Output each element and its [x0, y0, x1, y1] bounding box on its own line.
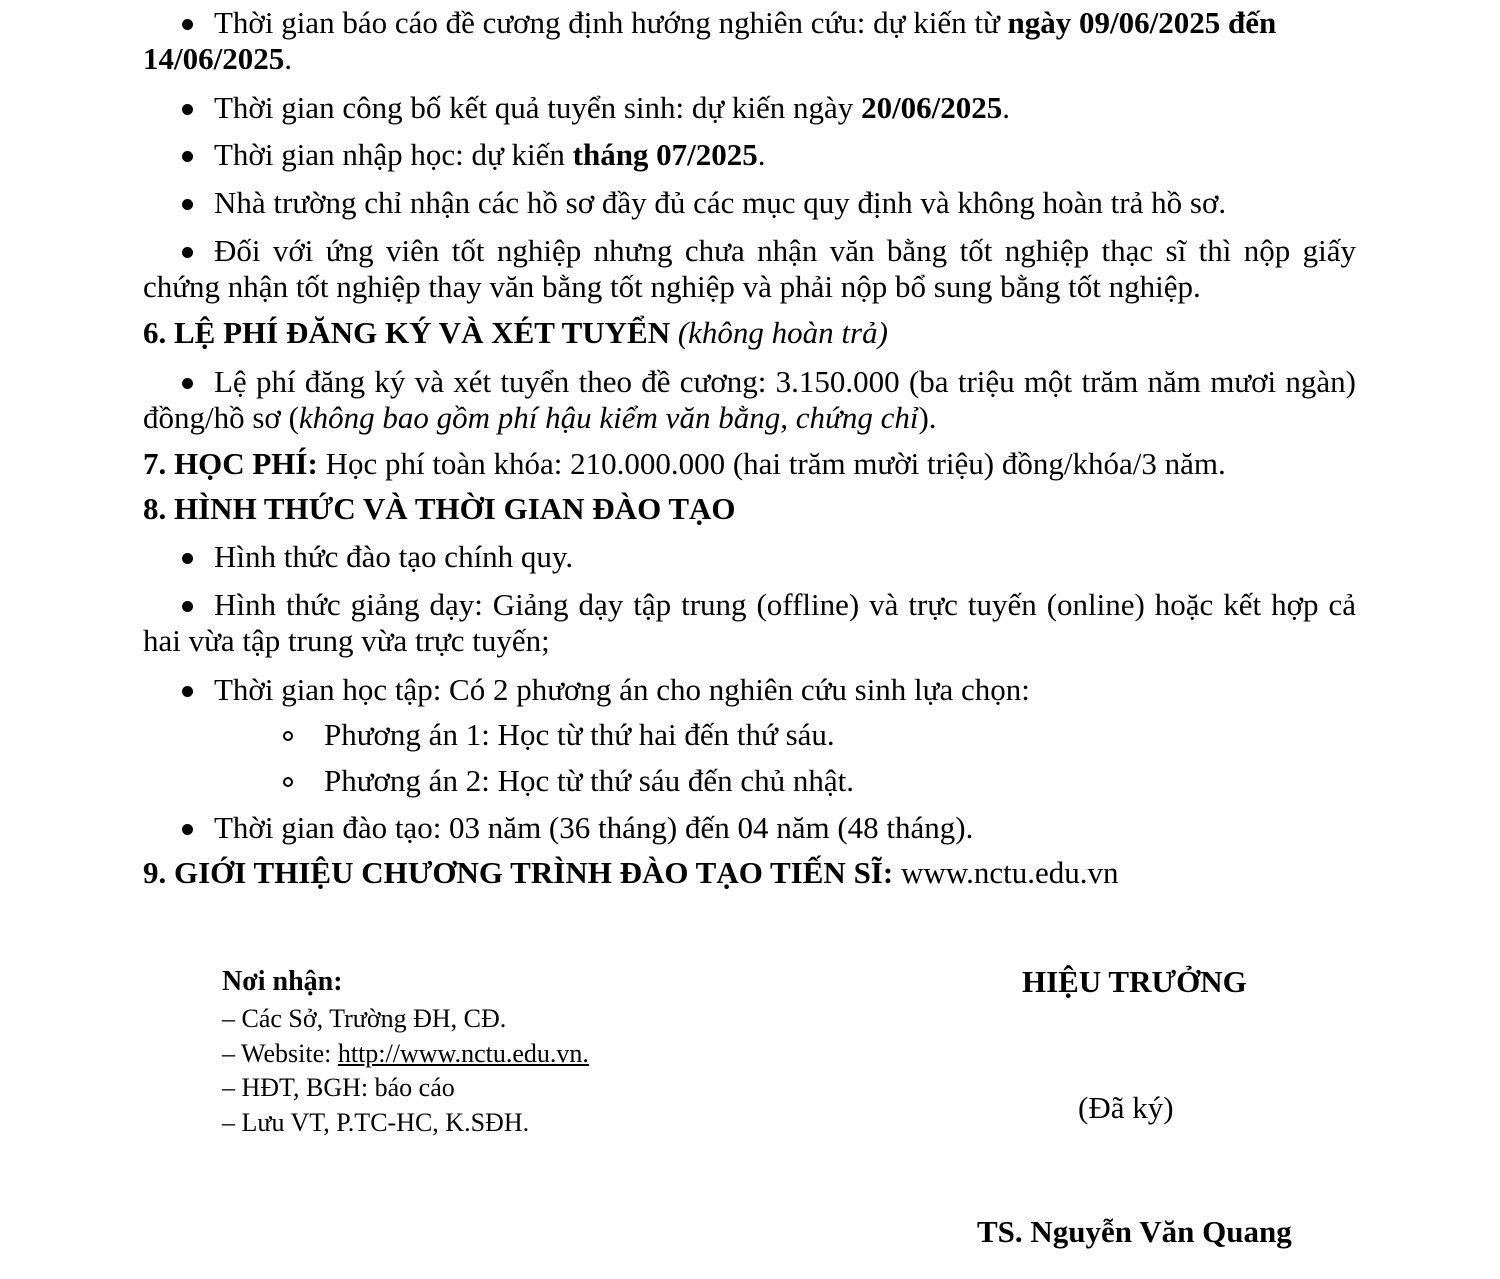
bullet-registration-fee: Lệ phí đăng ký và xét tuyển theo đề cương: 3.150.000 (ba triệu một trăm năm mươi ngàn) đồng/hồ sơ (không bao gồm phí hậu kiểm văn bằng, chứng chỉ).	[143, 364, 1356, 435]
section-9-program-intro: 9. GIỚI THIỆU CHƯƠNG TRÌNH ĐÀO TẠO TIẾN SĨ: www.nctu.edu.vn	[143, 855, 1119, 890]
signed-note: (Đã ký)	[1078, 1090, 1174, 1125]
bullet-graduation-certificate: Đối với ứng viên tốt nghiệp nhưng chưa nhận văn bằng tốt nghiệp thạc sĩ thì nộp giấy chứng nhận tốt nghiệp thay văn bằng tốt nghiệp và phải nộp bổ sung bằng tốt nghiệp.	[143, 233, 1356, 304]
section-8-heading: 8. HÌNH THỨC VÀ THỜI GIAN ĐÀO TẠO	[143, 491, 736, 526]
recipient-item: – Lưu VT, P.TC-HC, K.SĐH.	[222, 1107, 530, 1137]
bullet-training-duration: Thời gian đào tạo: 03 năm (36 tháng) đến 04 năm (48 tháng).	[143, 810, 1356, 846]
recipient-item: – Các Sở, Trường ĐH, CĐ.	[222, 1004, 507, 1033]
signer-name: TS. Nguyễn Văn Quang	[977, 1214, 1292, 1249]
bullet-result-announcement: Thời gian công bố kết quả tuyển sinh: dự kiến ngày 20/06/2025.	[143, 90, 1356, 126]
recipient-item-website: – Website: http://www.nctu.edu.vn.	[222, 1038, 589, 1068]
website-link[interactable]: http://www.nctu.edu.vn.	[337, 1038, 589, 1068]
bullet-training-form: Hình thức đào tạo chính quy.	[143, 539, 1356, 575]
section-6-heading: 6. LỆ PHÍ ĐĂNG KÝ VÀ XÉT TUYỂN (không hoàn trả)	[143, 315, 888, 350]
signer-role: HIỆU TRƯỞNG	[1022, 964, 1247, 999]
bullet-outline-report-time: Thời gian báo cáo đề cương định hướng nghiên cứu: dự kiến từ ngày 09/06/2025 đến 14/06/2025.	[143, 5, 1356, 77]
section-7-tuition: 7. HỌC PHÍ: Học phí toàn khóa: 210.000.000 (hai trăm mười triệu) đồng/khóa/3 năm.	[143, 446, 1226, 481]
bullet-teaching-form: Hình thức giảng dạy: Giảng dạy tập trung (offline) và trực tuyến (online) hoặc kết hợp cả hai vừa tập trung vừa trực tuyến;	[143, 587, 1356, 658]
recipient-item: – HĐT, BGH: báo cáo	[222, 1073, 455, 1103]
bullet-enrollment-time: Thời gian nhập học: dự kiến tháng 07/2025.	[143, 137, 1356, 173]
sub-option-1: Phương án 1: Học từ thứ hai đến thứ sáu.	[143, 717, 1356, 753]
sub-option-2: Phương án 2: Học từ thứ sáu đến chủ nhật.	[143, 763, 1356, 799]
bullet-complete-dossier: Nhà trường chỉ nhận các hồ sơ đầy đủ các mục quy định và không hoàn trả hồ sơ.	[143, 185, 1356, 221]
recipients-title: Nơi nhận:	[222, 966, 343, 997]
bullet-study-time: Thời gian học tập: Có 2 phương án cho nghiên cứu sinh lựa chọn:	[143, 672, 1356, 708]
recipients-block	[222, 962, 589, 1140]
